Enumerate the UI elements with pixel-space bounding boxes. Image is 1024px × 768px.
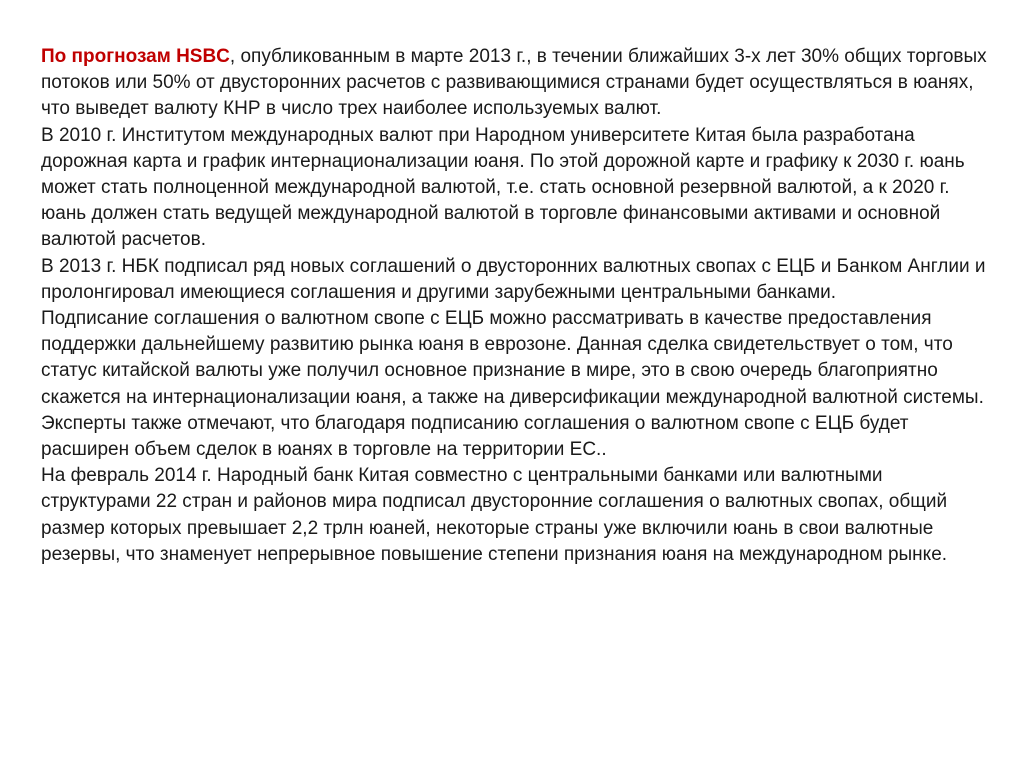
paragraph-ecb-swap: Подписание соглашения о валютном свопе с ЕЦБ можно рассматривать в качестве предоставления поддержки дальнейшему развитию рынка юаня в еврозоне. Данная сделка свидетельствует о том, что статус китайской валюты уже получил основное признание в мире, это в свою очередь благоприятно скажется на интернационализации юаня, а также на диверсификации международной валютной системы. Эксперты также отмечают, что благодаря подписанию соглашения о валютном свопе с ЕЦБ будет расширен объем сделок в юанях в торговле на территории ЕС.. [41, 308, 984, 461]
hsbc-forecast-text: , опубликованным в марте 2013 г., в течении ближайших 3-х лет 30% общих торговых потоков или 50% от двусторонних расчетов с развивающимися странами будет осуществляться в юанях, что выведет валюту КНР в число трех наиболее используемых валют. [41, 46, 987, 120]
hsbc-forecast-lead: По прогнозам HSBC [41, 46, 230, 67]
paragraph-pboc-swaps-2013: В 2013 г. НБК подписал ряд новых соглашений о двусторонних валютных свопах с ЕЦБ и Банком Англии и пролонгировал имеющиеся соглашения и другими зарубежными центральными банками. [41, 255, 986, 303]
paragraph-hsbc-forecast [41, 44, 988, 123]
paragraph-roadmap-2010: В 2010 г. Институтом международных валют при Народном университете Китая была разработана дорожная карта и график интернационализации юаня. По этой дорожной карте и графику к 2030 г. юань может стать полноценной международной валютой, т.е. стать основной резервной валютой, а к 2020 г. юань должен стать ведущей международной валютой в торговле финансовыми активами и основной валютой расчетов. [41, 124, 965, 251]
paragraph-february-2014: На февраль 2014 г. Народный банк Китая совместно с центральными банками или валютными структурами 22 стран и районов мира подписал двусторонние соглашения о валютных свопах, общий размер которых превышает 2,2 трлн юаней, некоторые страны уже включили юань в свои валютные резервы, что знаменует непрерывное повышение степени признания юаня на международном рынке. [41, 465, 948, 565]
